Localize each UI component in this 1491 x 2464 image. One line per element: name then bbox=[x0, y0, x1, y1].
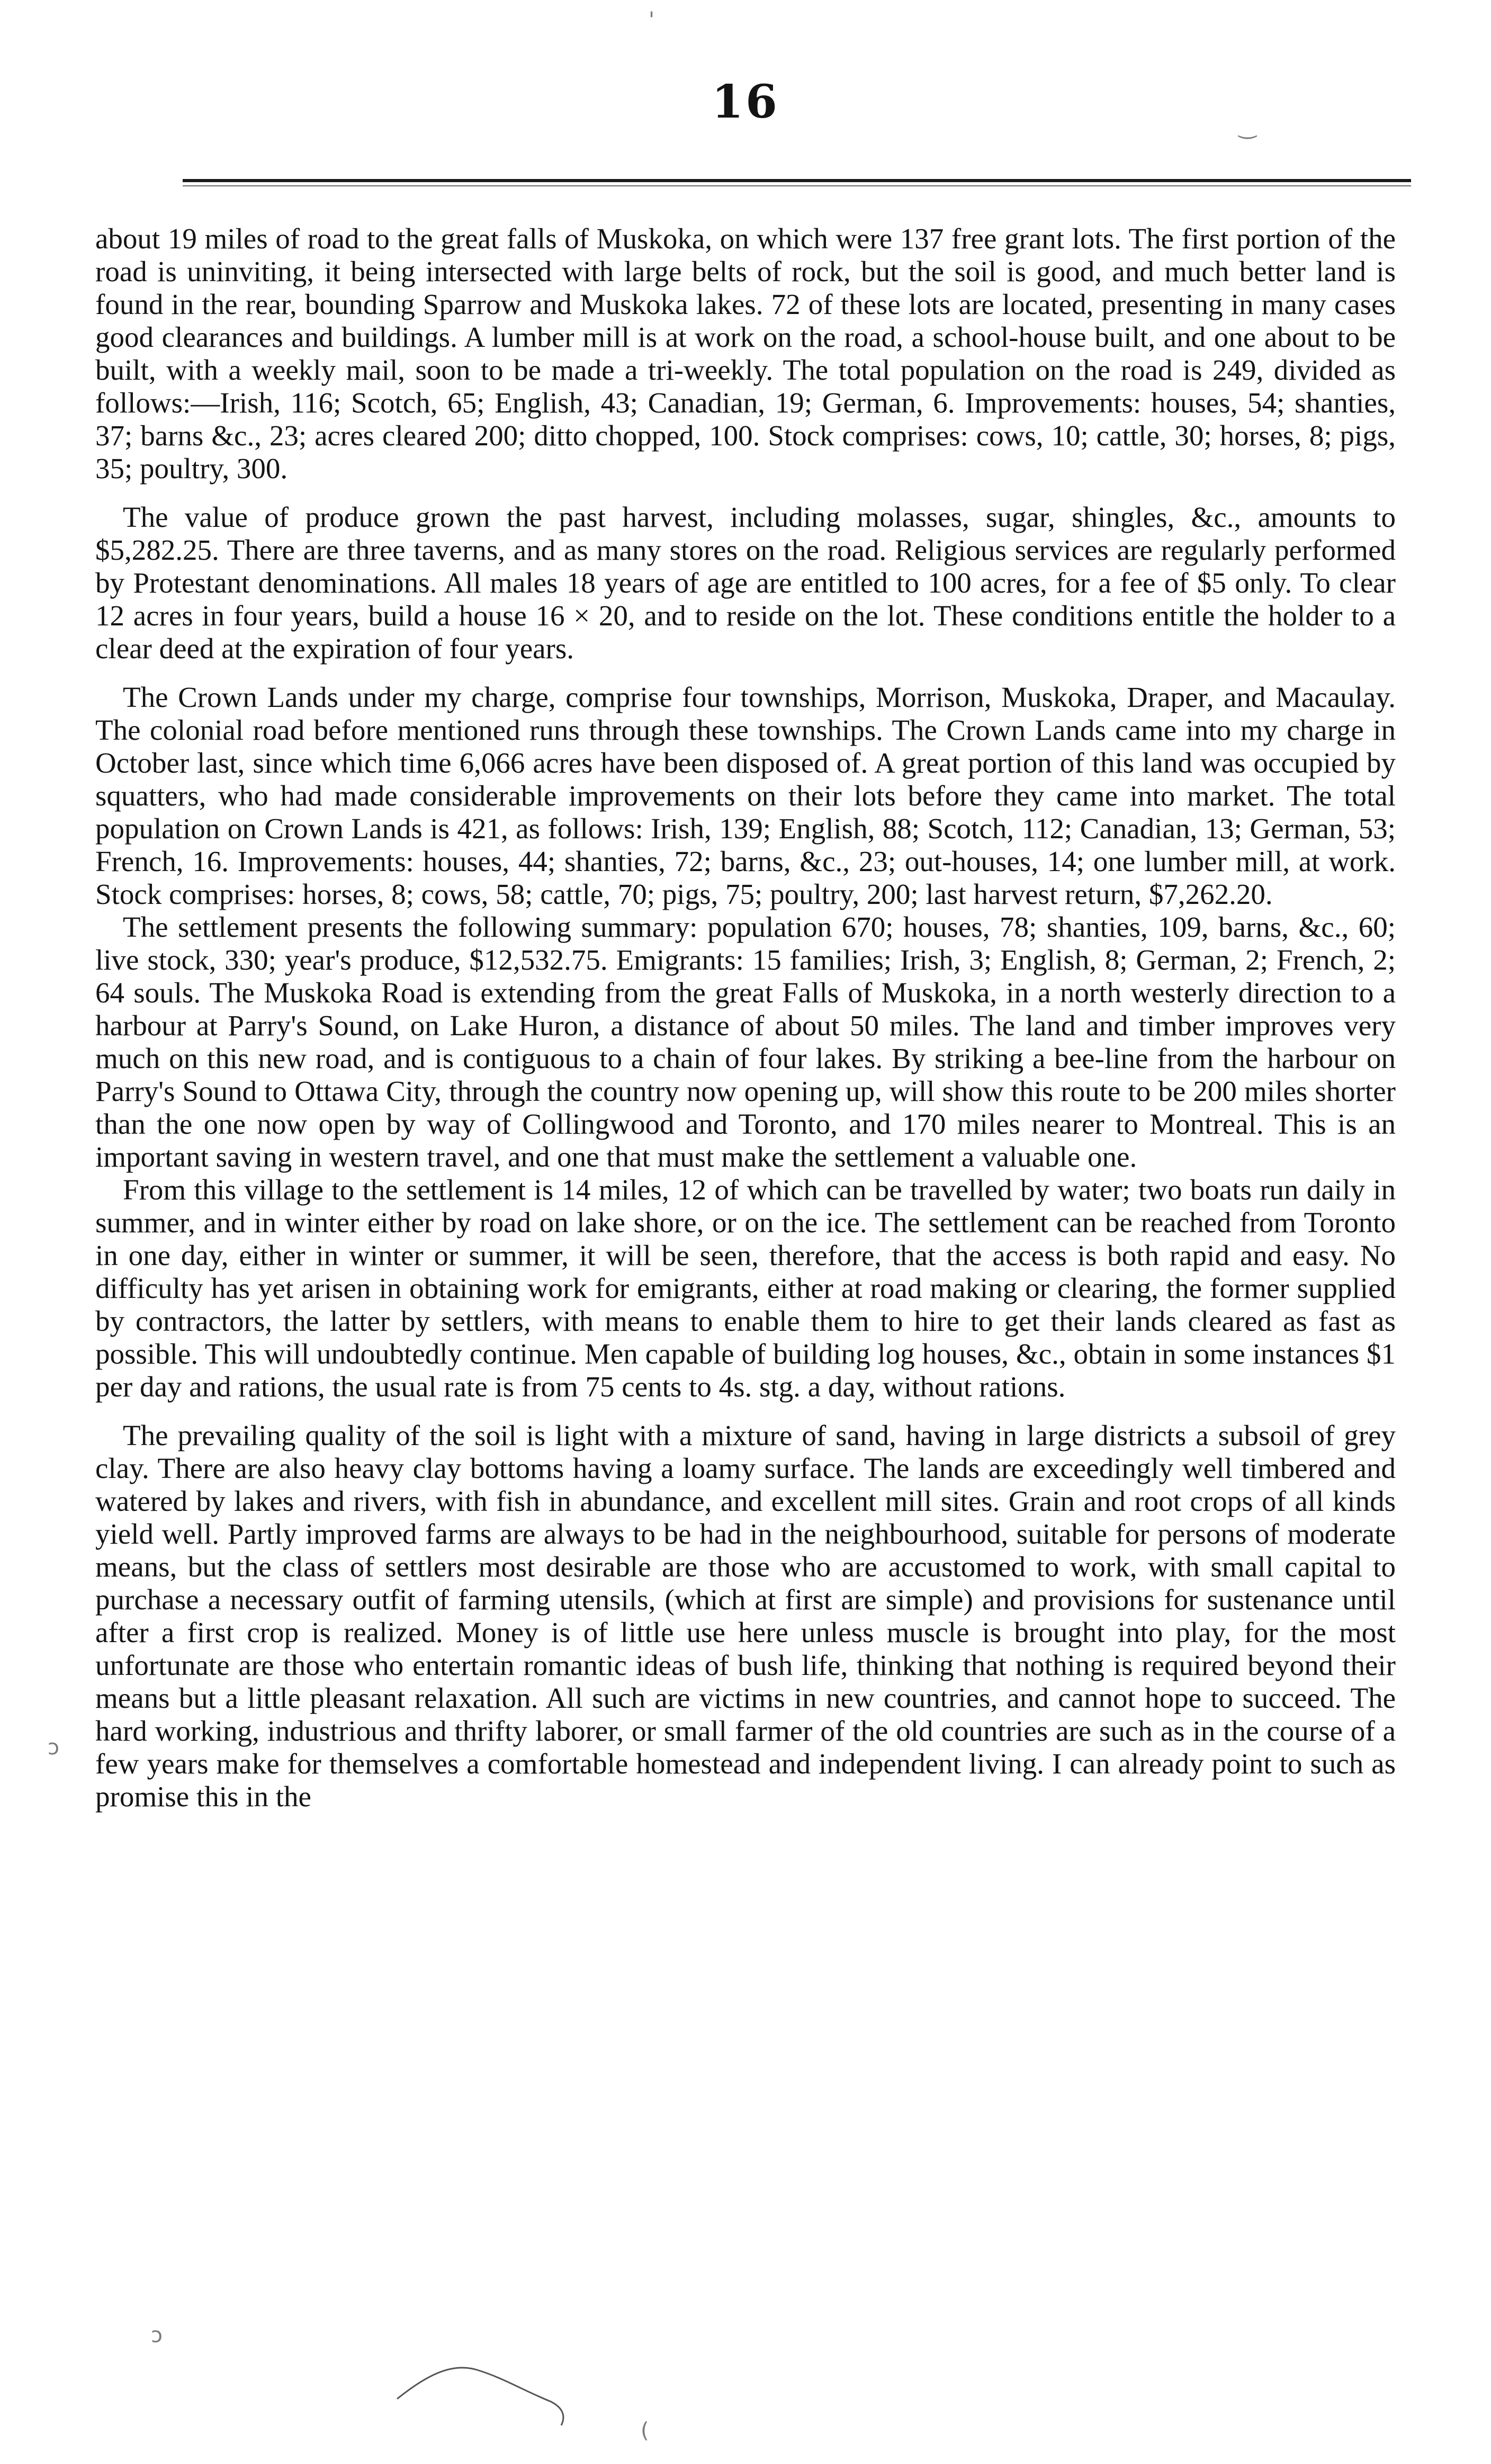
paragraph-soil-quality: The prevailing quality of the soil is light with a mixture of sand, having in large districts a subsoil of grey clay. There are also heavy clay bottoms having a loamy surface. The lands are exceedingly well timbered and watered by lakes and rivers, with fish in abundance, and excellent mill sites. Grain and root crops of all kinds yield well. Partly improved farms are always to be had in the neighbourhood, suitable for persons of moderate means, but the class of settlers most desirable are those who are accustomed to work, with small capital to purchase a necessary outfit of farming utensils, (which at first are simple) and provisions for sustenance until after a first crop is realized. Money is of little use here unless muscle is brought into play, for the most unfortunate are those who entertain romantic ideas of bush life, thinking that nothing is required beyond their means but a little pleasant relaxation. All such are victims in new countries, and cannot hope to succeed. The hard working, industrious and thrifty laborer, or small farmer of the old countries are such as in the course of a few years make for themselves a comfortable homestead and independent living. I can already point to such as promise this in the bbox=[95, 1419, 1396, 1813]
scan-speck: ɔ bbox=[151, 2323, 163, 2347]
paragraph-produce-value: The value of produce grown the past harvest, including molasses, sugar, shingles, &c., amounts to $5,282.25. There are three taverns, and as many stores on the road. Religious services are regularly performed by Protestant denominations. All males 18 years of age are entitled to 100 acres, for a fee of $5 only. To clear 12 acres in four years, build a house 16 × 20, and to reside on the lot. These conditions entitle the holder to a clear deed at the expiration of four years. bbox=[95, 501, 1396, 665]
scan-pencil-sketch bbox=[392, 2341, 582, 2431]
paragraph-crown-lands: The Crown Lands under my charge, comprise four townships, Morrison, Muskoka, Draper, and Macaulay. The colonial road before mentioned runs through these townships. The Crown Lands came into my charge in October last, since which time 6,066 acres have been disposed of. A great portion of this land was occupied by squatters, who had made considerable improvements on their lots before they came into market. The total population on Crown Lands is 421, as follows: Irish, 139; English, 88; Scotch, 112; Canadian, 13; German, 53; French, 16. Improvements: houses, 44; shanties, 72; barns, &c., 23; out-houses, 14; one lumber mill, at work. Stock comprises: horses, 8; cows, 58; cattle, 70; pigs, 75; poultry, 200; last harvest return, $7,262.20. bbox=[95, 681, 1396, 910]
page-number: 16 bbox=[712, 75, 779, 129]
paragraph-road-summary: about 19 miles of road to the great falls of Muskoka, on which were 137 free grant lots. The first portion of the road is uninviting, it being intersected with large belts of rock, but the soil is good, and much better land is found in the rear, bounding Sparrow and Muskoka lakes. 72 of these lots are located, presenting in many cases good clearances and buildings. A lumber mill is at work on the road, a school-house built, and one about to be built, with a weekly mail, soon to be made a tri-weekly. The total population on the road is 249, divided as follows:—Irish, 116; Scotch, 65; English, 43; Canadian, 19; German, 6. Improvements: houses, 54; shanties, 37; barns &c., 23; acres cleared 200; ditto chopped, 100. Stock comprises: cows, 10; cattle, 30; horses, 8; pigs, 35; poultry, 300. bbox=[95, 222, 1396, 485]
header-rule-thin bbox=[183, 185, 1411, 186]
scan-speck: ‿ bbox=[1239, 115, 1256, 139]
paragraph-village-access: From this village to the settlement is 14 miles, 12 of which can be travelled by water; two boats run daily in summer, and in winter either by road on lake shore, or on the ice. The settlement can be reached from Toronto in one day, either in winter or summer, it will be seen, therefore, that the access is both rapid and easy. No difficulty has yet arisen in obtaining work for emigrants, either at road making or clearing, the former supplied by contractors, the latter by settlers, with means to enable them to hire to get their lands cleared as fast as possible. This will undoubtedly continue. Men capable of building log houses, &c., obtain in some instances $1 per day and rations, the usual rate is from 75 cents to 4s. stg. a day, without rations. bbox=[95, 1173, 1396, 1403]
page-body bbox=[95, 222, 1396, 2341]
paragraph-settlement-summary: The settlement presents the following summary: population 670; houses, 78; shanties, 109, barns, &c., 60; live stock, 330; year's produce, $12,532.75. Emigrants: 15 families; Irish, 3; English, 8; German, 2; French, 2; 64 souls. The Muskoka Road is extending from the great Falls of Muskoka, in a north westerly direction to a harbour at Parry's Sound, on Lake Huron, a distance of about 50 miles. The land and timber improves very much on this new road, and is contiguous to a chain of four lakes. By striking a bee-line from the harbour on Parry's Sound to Ottawa City, through the country now opening up, will show this route to be 200 miles shorter than the one now open by way of Collingwood and Toronto, and 170 miles nearer to Montreal. This is an important saving in western travel, and one that must make the settlement a valuable one. bbox=[95, 911, 1396, 1173]
scan-speck: ɔ bbox=[48, 1735, 59, 1760]
scan-speck: ' bbox=[649, 8, 654, 32]
scan-speck: ( bbox=[641, 2418, 649, 2443]
header-rule bbox=[183, 179, 1411, 182]
